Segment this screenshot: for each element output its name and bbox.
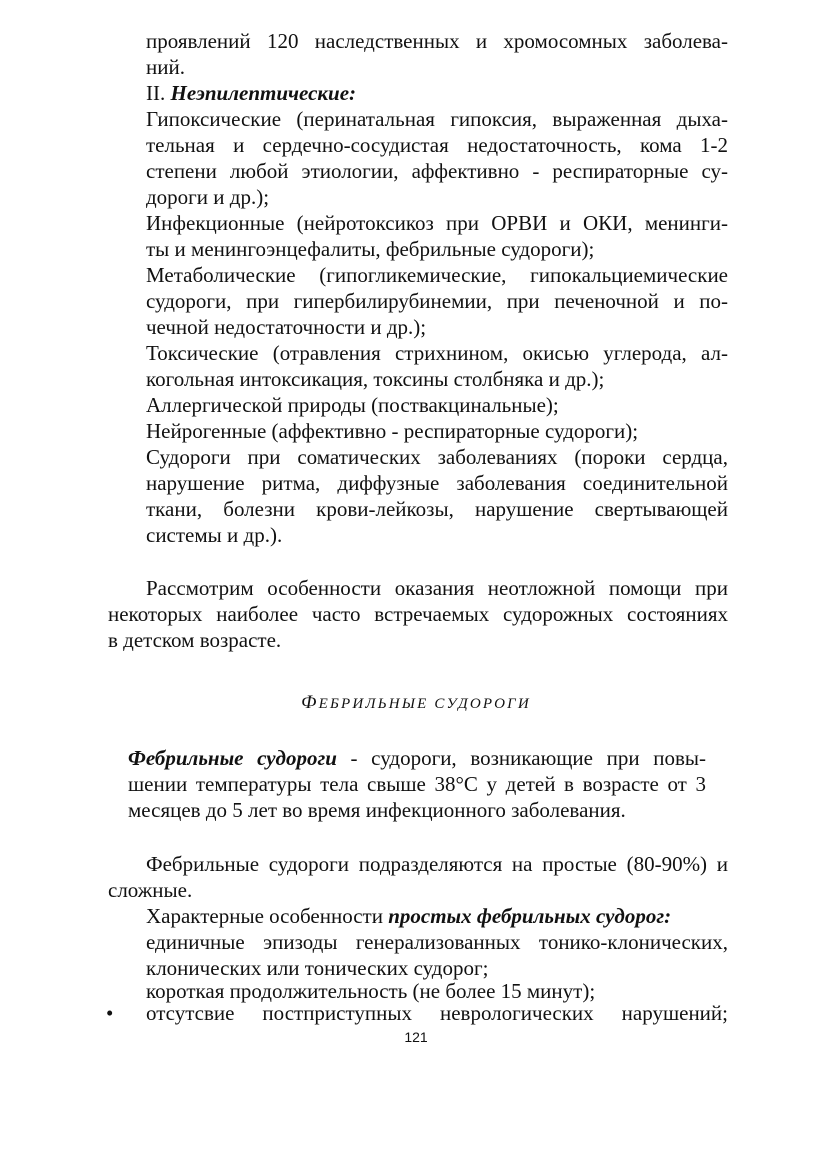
features-term: простых фебрильных судорог: xyxy=(388,904,672,928)
feature-line: короткая продолжительность (не более 15 минут); xyxy=(146,979,596,1003)
feature-line: единичные эпизоды генерализованных тонико-клонических, xyxy=(146,930,728,954)
heading-nonepileptic: Неэпилептические: xyxy=(170,81,357,105)
text-line: судороги, при гипербилирубинемии, при печеночной и по- xyxy=(146,289,728,313)
bullet-marker: • xyxy=(106,1001,114,1025)
text-line: Судороги при соматических заболеваниях (пороки сердца, xyxy=(146,445,728,469)
features-intro xyxy=(146,903,728,929)
text-line: Токсические (отравления стрихнином, окисью углерода, ал- xyxy=(146,341,728,365)
definition-term: Фебрильные судороги xyxy=(128,746,337,770)
text-line: Инфекционные (нейротоксикоз при ОРВИ и ОКИ, менинги- xyxy=(146,211,728,235)
text-line: Нейрогенные (аффективно - респираторные судороги); xyxy=(146,419,639,443)
text-line: проявлений 120 наследственных и хромосомных заболева- xyxy=(146,29,728,53)
text-line: ний. xyxy=(146,55,185,79)
text-line: ткани, болезни крови-лейкозы, нарушение свертывающей xyxy=(146,497,728,521)
text-line: степени любой этиологии, аффективно - респираторные су- xyxy=(146,159,728,183)
paragraph-line: Рассмотрим особенности оказания неотложной помощи при xyxy=(146,576,728,600)
features-intro-text: Характерные особенности xyxy=(146,904,389,928)
definition-line: шении температуры тела свыше 38°С у детей в возрасте от 3 xyxy=(128,772,706,796)
text-line: нарушение ритма, диффузные заболевания соединительной xyxy=(146,471,728,495)
section-title-rest: ЕБРИЛЬНЫЕ СУДОРОГИ xyxy=(318,696,531,712)
section-title-febrile-seizures xyxy=(0,693,832,714)
text-line: Гипоксические (перинатальная гипоксия, выраженная дыха- xyxy=(146,107,728,131)
text-line: Аллергической природы (поствакцинальные); xyxy=(146,393,559,417)
paragraph-line: некоторых наиболее часто встречаемых судорожных состояниях xyxy=(108,602,728,626)
paragraph-line: в детском возрасте. xyxy=(108,628,282,652)
text-line: Метаболические (гипогликемические, гипокальциемические xyxy=(146,263,728,287)
feature-line: отсутсвие постприступных неврологических нарушений; xyxy=(146,1001,728,1025)
paragraph-line: сложные. xyxy=(108,878,193,902)
section-heading-nonepileptic xyxy=(146,80,728,106)
roman-numeral: II. xyxy=(146,81,166,105)
text-line: чечной недостаточности и др.); xyxy=(146,315,427,339)
text-line: ты и менингоэнцефалиты, фебрильные судороги); xyxy=(146,237,595,261)
text-line: дороги и др.); xyxy=(146,185,270,209)
paragraph-line: Фебрильные судороги подразделяются на простые (80-90%) и xyxy=(146,852,728,876)
text-line: когольная интоксикация, токсины столбняка и др.); xyxy=(146,367,605,391)
section-title-initial: Ф xyxy=(301,692,319,713)
definition-line xyxy=(128,745,706,771)
definition-line: месяцев до 5 лет во время инфекционного заболевания. xyxy=(128,798,626,822)
text-line: системы и др.). xyxy=(146,523,283,547)
page-number: 121 xyxy=(404,1029,428,1045)
feature-line: клонических или тонических судорог; xyxy=(146,956,489,980)
text-line: тельная и сердечно-сосудистая недостаточность, кома 1-2 xyxy=(146,133,728,157)
definition-text: - судороги, возникающие при повы- xyxy=(336,746,706,770)
